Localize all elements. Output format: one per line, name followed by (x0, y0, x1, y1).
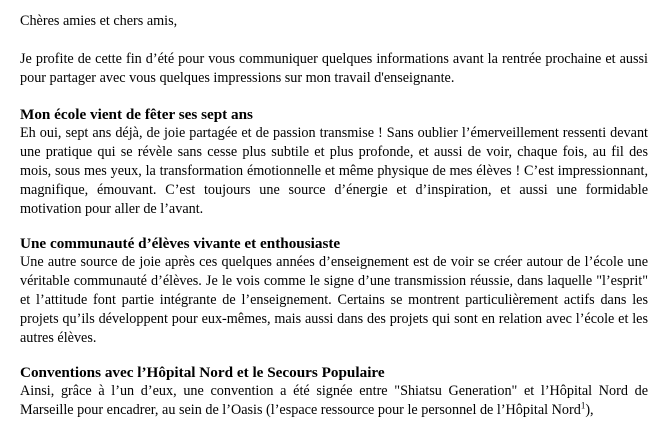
footnote-marker[interactable]: 1 (580, 400, 586, 411)
section-body-tail: ), (585, 402, 594, 419)
section-heading: Mon école vient de fêter ses sept ans (20, 106, 253, 124)
section-body (20, 382, 648, 420)
section-conventions (20, 363, 648, 420)
intro-paragraph: Je profite de cette fin d’été pour vous communiquer quelques informations avant la rentrée prochaine et aussi pour partager avec vous quelques impressions sur mon travail d'enseignante. (20, 50, 648, 86)
letter-page (20, 12, 648, 436)
greeting: Chères amies et chers amis, (20, 13, 178, 29)
section-heading: Conventions avec l’Hôpital Nord et le Secours Populaire (20, 364, 385, 382)
section-body: Une autre source de joie après ces quelques années d’enseignement est de voir se créer autour de l’école une véritable communauté d’élèves. Je le vois comme le signe d’une transmission réussie, dans laquelle "l’esprit" et l’attitude font partie intégrante de l’enseignement. Certains se montrent particulièrement actifs dans les projets qu’ils développent pour eux-mêmes, mais aussi dans des projets qui sont en relation avec l’école et les autres élèves. (20, 254, 648, 346)
section-body: Eh oui, sept ans déjà, de joie partagée et de passion transmise ! Sans oublier l’émerveillement ressenti devant une pratique qui se révèle sans cesse plus subtile et plus profonde, et aussi de voir, chaque fois, au fil des mois, sous mes yeux, la transformation émotionnelle et même physique de mes élèves ! C’est impressionnant, magnifique, émouvant. C’est toujours une source d’énergie et d’inspiration, et aussi une formidable motivation pour aller de l’avant. (20, 125, 648, 217)
section-heading: Une communauté d’élèves vivante et enthousiaste (20, 235, 341, 253)
section-body-text: Ainsi, grâce à l’un d’eux, une convention a été signée entre "Shiatsu Generation" et l’Hôpital Nord de Marseille pour encadrer, au sein de l’Oasis (l’espace ressource pour le personnel de l’Hôpital Nord (20, 383, 648, 419)
section-anniversary (20, 105, 648, 218)
section-community (20, 234, 648, 347)
